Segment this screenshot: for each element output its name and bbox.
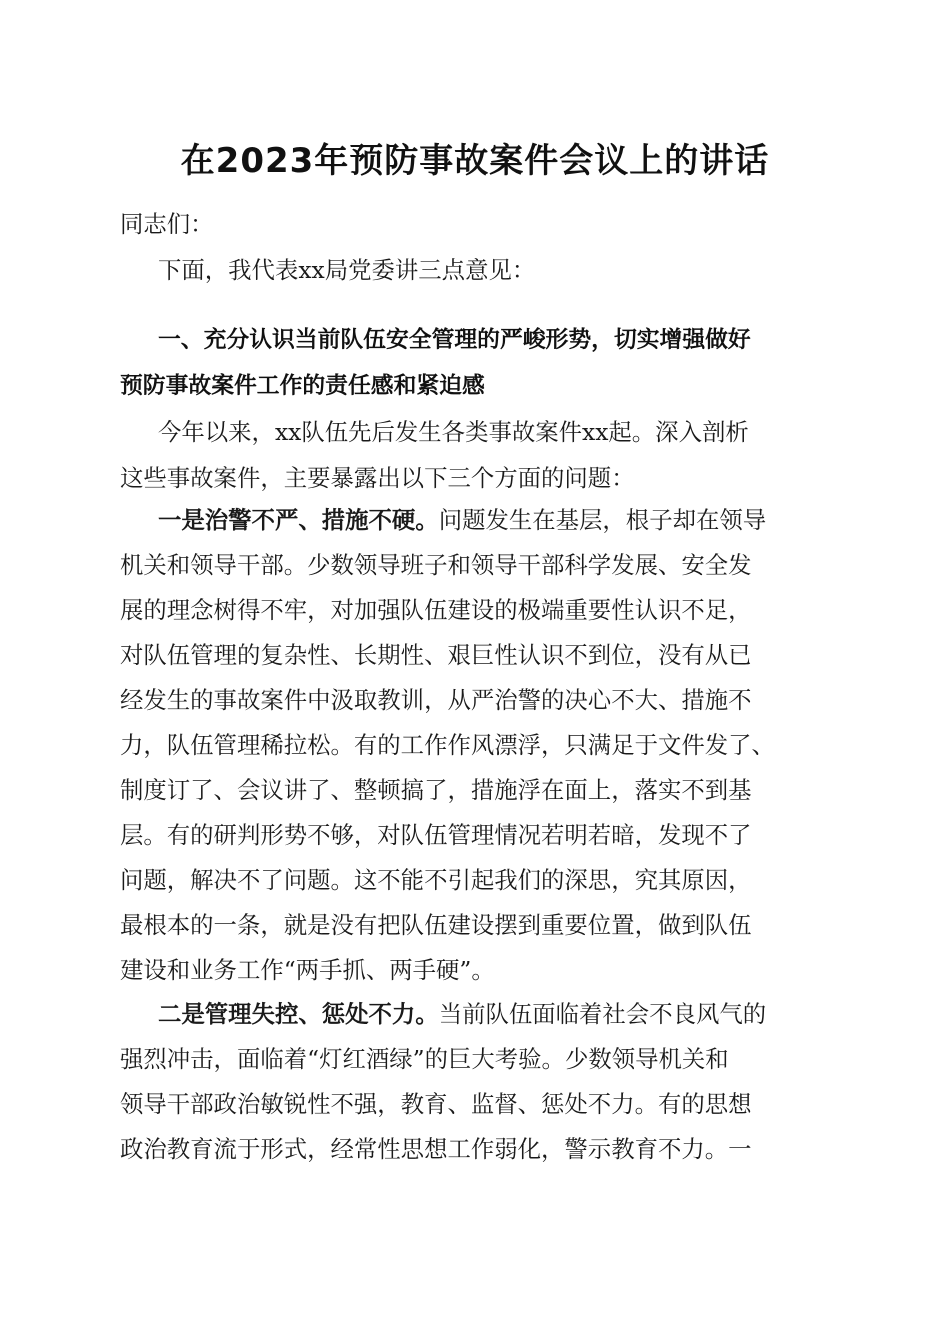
paragraph-line: 强烈冲击，面临着“灯红酒绿”的巨大考验。少数领导机关和 <box>120 1045 729 1073</box>
paragraph-line: 展的理念树得不牢，对加强队伍建设的极端重要性认识不足， <box>120 596 752 624</box>
paragraph-line: 对队伍管理的复杂性、长期性、艰巨性认识不到位，没有从已 <box>120 641 752 669</box>
point-one-line-1 <box>158 498 766 542</box>
paragraph-line: 层。有的研判形势不够，对队伍管理情况若明若暗，发现不了 <box>120 821 752 849</box>
paragraph-line: 机关和领导干部。少数领导班子和领导干部科学发展、安全发 <box>120 551 752 579</box>
paragraph-line: 今年以来，xx队伍先后发生各类事故案件xx起。深入剖析 <box>158 418 749 446</box>
paragraph-line: 这些事故案件，主要暴露出以下三个方面的问题： <box>120 464 635 492</box>
point-two-line-1 <box>158 992 766 1036</box>
point-one-lead: 一是治警不严、措施不硬。 <box>158 506 439 534</box>
salutation: 同志们： <box>120 210 214 238</box>
point-two-lead: 二是管理失控、惩处不力。 <box>158 1000 439 1028</box>
intro-paragraph: 下面，我代表xx局党委讲三点意见： <box>158 256 536 284</box>
paragraph-line: 经发生的事故案件中汲取教训，从严治警的决心不大、措施不 <box>120 686 752 714</box>
paragraph-line: 政治教育流于形式，经常性思想工作弱化，警示教育不力。一 <box>120 1135 752 1163</box>
point-one-text: 问题发生在基层，根子却在领导 <box>438 506 767 534</box>
paragraph-line: 领导干部政治敏锐性不强，教育、监督、惩处不力。有的思想 <box>120 1090 752 1118</box>
paragraph-line: 最根本的一条，就是没有把队伍建设摆到重要位置，做到队伍 <box>120 911 752 939</box>
section-heading-line-2: 预防事故案件工作的责任感和紧迫感 <box>120 373 485 399</box>
paragraph-line: 问题，解决不了问题。这不能不引起我们的深思，究其原因， <box>120 866 752 894</box>
point-two-text: 当前队伍面临着社会不良风气的 <box>438 1000 767 1028</box>
paragraph-line: 力，队伍管理稀拉松。有的工作作风漂浮，只满足于文件发了、 <box>120 731 775 759</box>
document-title: 在2023年预防事故案件会议上的讲话 <box>180 141 770 181</box>
paragraph-line: 建设和业务工作“两手抓、两手硬”。 <box>120 956 495 984</box>
section-heading-line-1: 一、充分认识当前队伍安全管理的严峻形势，切实增强做好 <box>158 327 751 353</box>
paragraph-line: 制度订了、会议讲了、整顿搞了，措施浮在面上，落实不到基 <box>120 776 752 804</box>
